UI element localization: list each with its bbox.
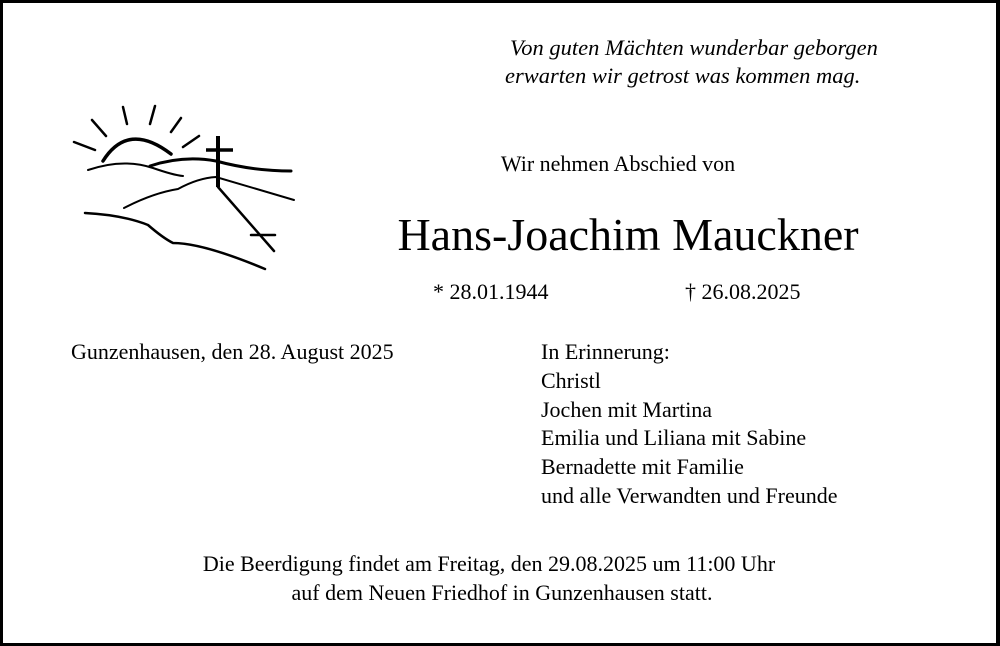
mourner-name: Bernadette mit Familie	[541, 454, 744, 479]
intro-text: Wir nehmen Abschied von	[500, 151, 736, 176]
death-date: † 26.08.2025	[685, 279, 801, 304]
mourner-name: und alle Verwandten und Freunde	[541, 483, 838, 508]
sun-hills-cross-icon	[3, 3, 303, 283]
funeral-line-1: Die Beerdigung findet am Freitag, den 29.08.2025 um 11:00 Uhr	[202, 551, 776, 576]
quote-line-2: erwarten wir getrost was kommen mag.	[505, 63, 861, 88]
mourner-name: Christl	[541, 368, 601, 393]
mourner-name: Emilia und Liliana mit Sabine	[541, 425, 807, 450]
place-and-date: Gunzenhausen, den 28. August 2025	[71, 339, 394, 364]
quote-line-1: Von guten Mächten wunderbar geborgen	[510, 35, 878, 60]
birth-date: * 28.01.1944	[433, 279, 549, 304]
funeral-line-2: auf dem Neuen Friedhof in Gunzenhausen statt.	[291, 580, 713, 605]
mourner-name: Jochen mit Martina	[541, 397, 713, 422]
deceased-name: Hans-Joachim Mauckner	[397, 209, 859, 260]
mourners-heading: In Erinnerung:	[541, 339, 670, 364]
